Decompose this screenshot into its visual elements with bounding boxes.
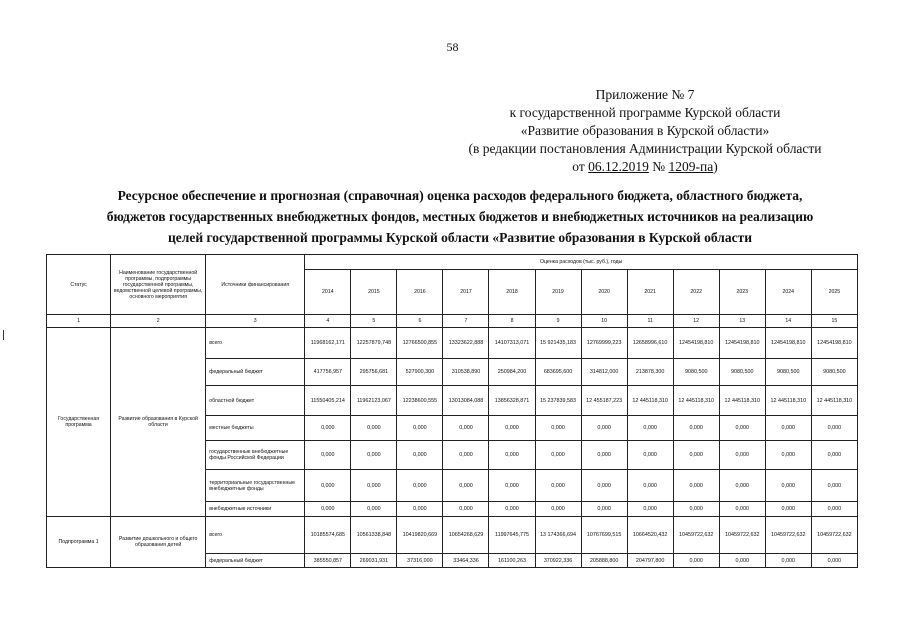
- row-program-name: Развитие дошкольного и общего образования детей: [111, 517, 206, 568]
- value-cell: 12766500,855: [397, 328, 443, 359]
- value-cell: 213878,300: [627, 359, 673, 386]
- value-cell: 0,000: [811, 470, 857, 502]
- value-cell: 15 921435,183: [535, 328, 581, 359]
- value-cell: 0,000: [305, 502, 351, 517]
- value-cell: 12658996,610: [627, 328, 673, 359]
- value-cell: 10459722,632: [765, 517, 811, 554]
- value-cell: 12 445118,310: [673, 386, 719, 416]
- value-cell: 0,000: [627, 470, 673, 502]
- row-source: федеральный бюджет: [206, 554, 305, 568]
- value-cell: 14107313,071: [489, 328, 535, 359]
- value-cell: 11997645,775: [489, 517, 535, 554]
- header-year: 2020: [581, 270, 627, 315]
- value-cell: 370922,336: [535, 554, 581, 568]
- value-cell: 0,000: [811, 416, 857, 441]
- title-line-3: целей государственной программы Курской области «Развитие образования в Курской области: [168, 230, 752, 245]
- row-source: федеральный бюджет: [206, 359, 305, 386]
- title-line-1: Ресурсное обеспечение и прогнозная (справочная) оценка расходов федерального бюджета, областного бюджета,: [117, 188, 803, 203]
- document-title: [60, 185, 860, 248]
- value-cell: 13 174366,694: [535, 517, 581, 554]
- value-cell: 12 445118,310: [719, 386, 765, 416]
- appendix-line-3: «Развитие образования в Курской области»: [520, 123, 770, 138]
- header-year: 2021: [627, 270, 673, 315]
- header-estimate: Оценка расходов (тыс. руб.), годы: [305, 255, 858, 270]
- value-cell: 0,000: [397, 502, 443, 517]
- header-source: Источники финансирования: [206, 255, 305, 315]
- value-cell: 11968162,171: [305, 328, 351, 359]
- value-cell: 12454198,810: [719, 328, 765, 359]
- value-cell: 0,000: [351, 441, 397, 470]
- value-cell: 12 455187,223: [581, 386, 627, 416]
- value-cell: 12 445118,310: [627, 386, 673, 416]
- value-cell: 13856328,871: [489, 386, 535, 416]
- appendix-number: 1209-па: [668, 159, 714, 174]
- value-cell: 0,000: [719, 502, 765, 517]
- appendix-line-2: к государственной программе Курской области: [509, 105, 781, 120]
- value-cell: 0,000: [351, 502, 397, 517]
- value-cell: 0,000: [489, 502, 535, 517]
- table-row: [47, 328, 858, 359]
- value-cell: 0,000: [535, 441, 581, 470]
- value-cell: 33464,336: [443, 554, 489, 568]
- value-cell: 37316,000: [397, 554, 443, 568]
- value-cell: 0,000: [627, 502, 673, 517]
- column-index: 5: [351, 315, 397, 328]
- value-cell: 250984,200: [489, 359, 535, 386]
- value-cell: 0,000: [305, 470, 351, 502]
- header-year: 2024: [765, 270, 811, 315]
- value-cell: 0,000: [627, 441, 673, 470]
- value-cell: 9080,500: [765, 359, 811, 386]
- value-cell: 0,000: [305, 416, 351, 441]
- header-year: 2015: [351, 270, 397, 315]
- appendix-header: [425, 86, 865, 176]
- column-index: 2: [111, 315, 206, 328]
- header-year: 2023: [719, 270, 765, 315]
- value-cell: 9080,500: [719, 359, 765, 386]
- appendix-line-5: [425, 158, 865, 176]
- value-cell: 12 445118,310: [765, 386, 811, 416]
- value-cell: 0,000: [489, 470, 535, 502]
- page-number: 58: [446, 40, 459, 54]
- value-cell: 0,000: [719, 554, 765, 568]
- header-name: Наименование государственной программы, подпрограммы государственной программы, ведомственной целевой программы, основного мероприятия: [111, 255, 206, 315]
- title-line-2: бюджетов государственных внебюджетных фондов, местных бюджетов и внебюджетных источников на реализацию: [106, 209, 814, 224]
- value-cell: 0,000: [673, 554, 719, 568]
- column-index: 11: [627, 315, 673, 328]
- value-cell: 11962123,067: [351, 386, 397, 416]
- appendix-line-4: (в редакции постановления Администрации Курской области: [468, 141, 822, 156]
- column-index: 15: [811, 315, 857, 328]
- value-cell: 12454198,810: [811, 328, 857, 359]
- value-cell: 0,000: [443, 441, 489, 470]
- value-cell: 13323622,888: [443, 328, 489, 359]
- value-cell: 0,000: [581, 502, 627, 517]
- row-source: областной бюджет: [206, 386, 305, 416]
- value-cell: 0,000: [673, 416, 719, 441]
- value-cell: 0,000: [765, 502, 811, 517]
- value-cell: 0,000: [397, 441, 443, 470]
- value-cell: 0,000: [765, 470, 811, 502]
- value-cell: 0,000: [765, 416, 811, 441]
- value-cell: 10459722,632: [673, 517, 719, 554]
- value-cell: 683695,600: [535, 359, 581, 386]
- value-cell: 10185574,685: [305, 517, 351, 554]
- column-index: 3: [206, 315, 305, 328]
- value-cell: 0,000: [443, 502, 489, 517]
- value-cell: 9080,500: [673, 359, 719, 386]
- value-cell: 0,000: [489, 441, 535, 470]
- row-source: местные бюджеты: [206, 416, 305, 441]
- value-cell: 11550405,214: [305, 386, 351, 416]
- row-status: Государственная программа: [47, 328, 111, 517]
- value-cell: 0,000: [627, 416, 673, 441]
- value-cell: 0,000: [443, 470, 489, 502]
- column-index: 12: [673, 315, 719, 328]
- value-cell: 0,000: [535, 416, 581, 441]
- value-cell: 0,000: [397, 470, 443, 502]
- header-year: 2025: [811, 270, 857, 315]
- value-cell: 13013084,088: [443, 386, 489, 416]
- value-cell: 385550,857: [305, 554, 351, 568]
- column-index: 10: [581, 315, 627, 328]
- appendix-number-prefix: №: [648, 159, 669, 174]
- row-source: государственные внебюджетные фонды Российской Федерации: [206, 441, 305, 470]
- value-cell: 12454198,810: [673, 328, 719, 359]
- column-index: 8: [489, 315, 535, 328]
- header-year: 2017: [443, 270, 489, 315]
- value-cell: 0,000: [811, 554, 857, 568]
- column-index: 14: [765, 315, 811, 328]
- row-source: всего: [206, 517, 305, 554]
- table-row: [47, 517, 858, 554]
- value-cell: 295756,681: [351, 359, 397, 386]
- column-index: 7: [443, 315, 489, 328]
- value-cell: 10459722,632: [811, 517, 857, 554]
- value-cell: 0,000: [581, 416, 627, 441]
- value-cell: 10654268,629: [443, 517, 489, 554]
- header-status: Статус: [47, 255, 111, 315]
- value-cell: 0,000: [811, 441, 857, 470]
- appendix-line-1: Приложение № 7: [595, 87, 695, 102]
- value-cell: 0,000: [397, 416, 443, 441]
- value-cell: 0,000: [765, 441, 811, 470]
- column-index: 13: [719, 315, 765, 328]
- value-cell: 0,000: [351, 470, 397, 502]
- value-cell: 12238600,555: [397, 386, 443, 416]
- value-cell: 0,000: [673, 441, 719, 470]
- value-cell: 527900,300: [397, 359, 443, 386]
- resource-table: [46, 254, 858, 568]
- value-cell: 15 237839,583: [535, 386, 581, 416]
- value-cell: 12769999,223: [581, 328, 627, 359]
- appendix-date: 06.12.2019: [588, 159, 649, 174]
- value-cell: 310538,890: [443, 359, 489, 386]
- value-cell: 0,000: [535, 470, 581, 502]
- value-cell: 0,000: [719, 416, 765, 441]
- value-cell: 10664520,432: [627, 517, 673, 554]
- column-index: 4: [305, 315, 351, 328]
- value-cell: 0,000: [719, 470, 765, 502]
- header-year: 2019: [535, 270, 581, 315]
- value-cell: 0,000: [719, 441, 765, 470]
- row-source: всего: [206, 328, 305, 359]
- row-status: Подпрограмма 1: [47, 517, 111, 568]
- header-year: 2014: [305, 270, 351, 315]
- value-cell: 417756,957: [305, 359, 351, 386]
- value-cell: 0,000: [535, 502, 581, 517]
- value-cell: 0,000: [811, 502, 857, 517]
- value-cell: 0,000: [581, 470, 627, 502]
- value-cell: 0,000: [305, 441, 351, 470]
- row-source: внебюджетные источники: [206, 502, 305, 517]
- column-index: 9: [535, 315, 581, 328]
- value-cell: 0,000: [489, 416, 535, 441]
- row-program-name: Развитие образования в Курской области: [111, 328, 206, 517]
- value-cell: 12 445118,310: [811, 386, 857, 416]
- appendix-date-prefix: от: [572, 159, 589, 174]
- value-cell: 10561338,848: [351, 517, 397, 554]
- value-cell: 0,000: [351, 416, 397, 441]
- value-cell: 9080,500: [811, 359, 857, 386]
- value-cell: 10767699,515: [581, 517, 627, 554]
- value-cell: 0,000: [765, 554, 811, 568]
- value-cell: 0,000: [673, 502, 719, 517]
- value-cell: 204797,800: [627, 554, 673, 568]
- value-cell: 0,000: [673, 470, 719, 502]
- value-cell: 0,000: [581, 441, 627, 470]
- value-cell: 161100,263: [489, 554, 535, 568]
- column-index: 6: [397, 315, 443, 328]
- header-year: 2016: [397, 270, 443, 315]
- value-cell: 205888,800: [581, 554, 627, 568]
- column-index: 1: [47, 315, 111, 328]
- row-source: территориальные государственные внебюджетные фонды: [206, 470, 305, 502]
- value-cell: 12257879,748: [351, 328, 397, 359]
- value-cell: 0,000: [443, 416, 489, 441]
- value-cell: 269031,931: [351, 554, 397, 568]
- header-year: 2018: [489, 270, 535, 315]
- appendix-suffix: ): [713, 159, 718, 174]
- margin-mark: [3, 330, 4, 340]
- value-cell: 10419820,669: [397, 517, 443, 554]
- value-cell: 314812,000: [581, 359, 627, 386]
- value-cell: 12454198,810: [765, 328, 811, 359]
- header-year: 2022: [673, 270, 719, 315]
- value-cell: 10459722,632: [719, 517, 765, 554]
